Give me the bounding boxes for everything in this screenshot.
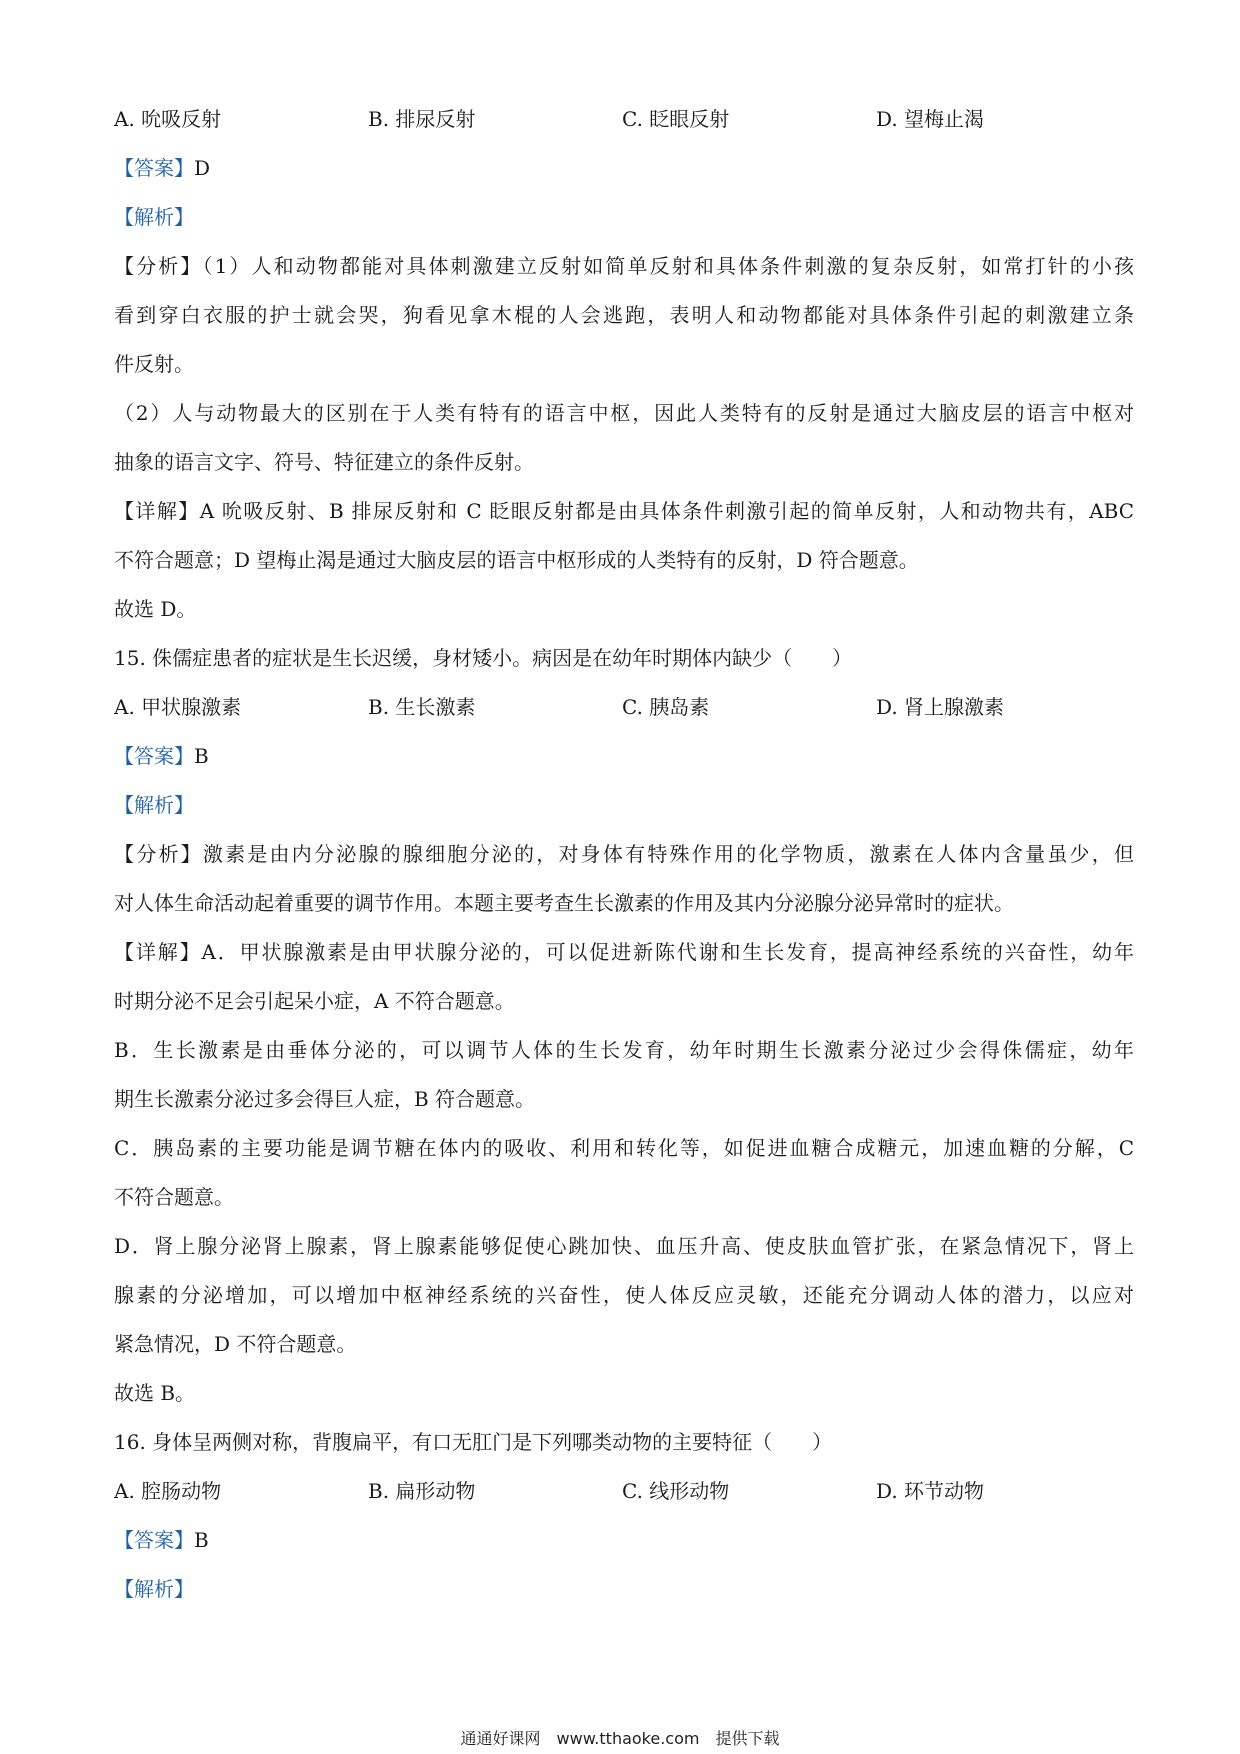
q16-option-d: D. 环节动物 — [876, 1479, 985, 1503]
q14-analysis-heading — [114, 204, 1134, 230]
q15-option-d: D. 肾上腺激素 — [876, 695, 1005, 719]
q15-conclusion: 故选 B。 — [114, 1381, 196, 1405]
analysis-label: 【解析】 — [114, 1577, 194, 1601]
answer-value: B — [194, 744, 209, 768]
answer-label: 【答案】 — [114, 156, 194, 180]
answer-value: B — [194, 1528, 209, 1552]
q14-option-a: A. 吮吸反射 — [114, 107, 222, 131]
q14-option-c: C. 眨眼反射 — [622, 107, 730, 131]
analysis-label: 【解析】 — [114, 205, 194, 229]
q16-option-a: A. 腔肠动物 — [114, 1479, 222, 1503]
q14-fenxi-line-1 — [114, 253, 1134, 279]
xiangjie-text: A．甲状腺激素是由甲状腺分泌的，可以促进新陈代谢和生长发育，提高神经系统的兴奋性，幼年 — [201, 940, 1135, 964]
answer-value: D — [194, 156, 211, 180]
q16-answer — [114, 1527, 1134, 1553]
q15-option-c-explain-1: C．胰岛素的主要功能是调节糖在体内的吸收、利用和转化等，如促进血糖合成糖元，加速血糖的分解，C — [114, 1136, 1134, 1160]
q15-analysis-heading — [114, 792, 1134, 818]
q16-option-c: C. 线形动物 — [622, 1479, 730, 1503]
q15-option-b-explain-2: 期生长激素分泌过多会得巨人症，B 符合题意。 — [114, 1087, 536, 1111]
q14-option-b: B. 排尿反射 — [368, 107, 476, 131]
q14-xiangjie-line-1 — [114, 498, 1134, 524]
q15-stem: 15. 侏儒症患者的症状是生长迟缓，身材矮小。病因是在幼年时期体内缺少（ ） — [114, 646, 853, 670]
xiangjie-label: 【详解】 — [114, 499, 200, 523]
q14-fenxi-line-2: 看到穿白衣服的护士就会哭，狗看见拿木棍的人会逃跑，表明人和动物都能对具体条件引起的刺激建立条 — [114, 303, 1134, 327]
fenxi-label: 【分析】 — [114, 842, 203, 866]
q15-option-d-explain-3: 紧急情况，D 不符合题意。 — [114, 1332, 357, 1356]
q15-option-c-explain-2: 不符合题意。 — [114, 1185, 234, 1209]
xiangjie-text: A 吮吸反射、B 排尿反射和 C 眨眼反射都是由具体条件刺激引起的简单反射，人和动物共有，ABC — [199, 499, 1135, 523]
q15-option-d-explain-1: D．肾上腺分泌肾上腺素，肾上腺素能够促使心跳加快、血压升高、使皮肤血管扩张，在紧急情况下，肾上 — [114, 1234, 1134, 1258]
fenxi-label: 【分析】 — [114, 254, 203, 278]
q15-xiangjie-line-1 — [114, 939, 1134, 965]
q15-option-d-explain-2: 腺素的分泌增加，可以增加中枢神经系统的兴奋性，使人体反应灵敏，还能充分调动人体的潜力，以应对 — [114, 1283, 1134, 1307]
q15-fenxi-line-1 — [114, 841, 1134, 867]
q16-option-b: B. 扁形动物 — [368, 1479, 476, 1503]
footer-source: 通通好课网 www.tthaoke.com 提供下载 — [460, 1729, 780, 1748]
q14-fenxi2-line-2: 抽象的语言文字、符号、特征建立的条件反射。 — [114, 450, 534, 474]
q15-option-c: C. 胰岛素 — [622, 695, 710, 719]
analysis-label: 【解析】 — [114, 793, 194, 817]
q14-option-d: D. 望梅止渴 — [876, 107, 985, 131]
answer-label: 【答案】 — [114, 744, 194, 768]
fenxi-text: （1）人和动物都能对具体刺激建立反射如简单反射和具体条件刺激的复杂反射，如常打针的小孩 — [202, 254, 1135, 278]
q16-stem: 16. 身体呈两侧对称，背腹扁平，有口无肛门是下列哪类动物的主要特征（ ） — [114, 1430, 833, 1454]
q15-option-b: B. 生长激素 — [368, 695, 476, 719]
xiangjie-label: 【详解】 — [114, 940, 202, 964]
q14-conclusion: 故选 D。 — [114, 597, 197, 621]
q16-analysis-heading — [114, 1576, 1134, 1602]
q14-xiangjie-line-2: 不符合题意；D 望梅止渴是通过大脑皮层的语言中枢形成的人类特有的反射，D 符合题意。 — [114, 548, 919, 572]
q15-option-a: A. 甲状腺激素 — [114, 695, 242, 719]
q15-option-b-explain-1: B．生长激素是由垂体分泌的，可以调节人体的生长发育，幼年时期生长激素分泌过少会得侏儒症，幼年 — [114, 1038, 1134, 1062]
q14-fenxi2-line-1: （2）人与动物最大的区别在于人类有特有的语言中枢，因此人类特有的反射是通过大脑皮层的语言中枢对 — [114, 401, 1134, 425]
q15-fenxi-line-2: 对人体生命活动起着重要的调节作用。本题主要考查生长激素的作用及其内分泌腺分泌异常时的症状。 — [114, 891, 1014, 915]
q14-fenxi-line-3: 件反射。 — [114, 352, 194, 376]
q15-answer — [114, 743, 1134, 769]
answer-label: 【答案】 — [114, 1528, 194, 1552]
q14-answer — [114, 155, 1134, 181]
fenxi-text: 激素是由内分泌腺的腺细胞分泌的，对身体有特殊作用的化学物质，激素在人体内含量虽少，但 — [202, 842, 1135, 866]
q15-xiangjie-line-2: 时期分泌不足会引起呆小症，A 不符合题意。 — [114, 989, 515, 1013]
